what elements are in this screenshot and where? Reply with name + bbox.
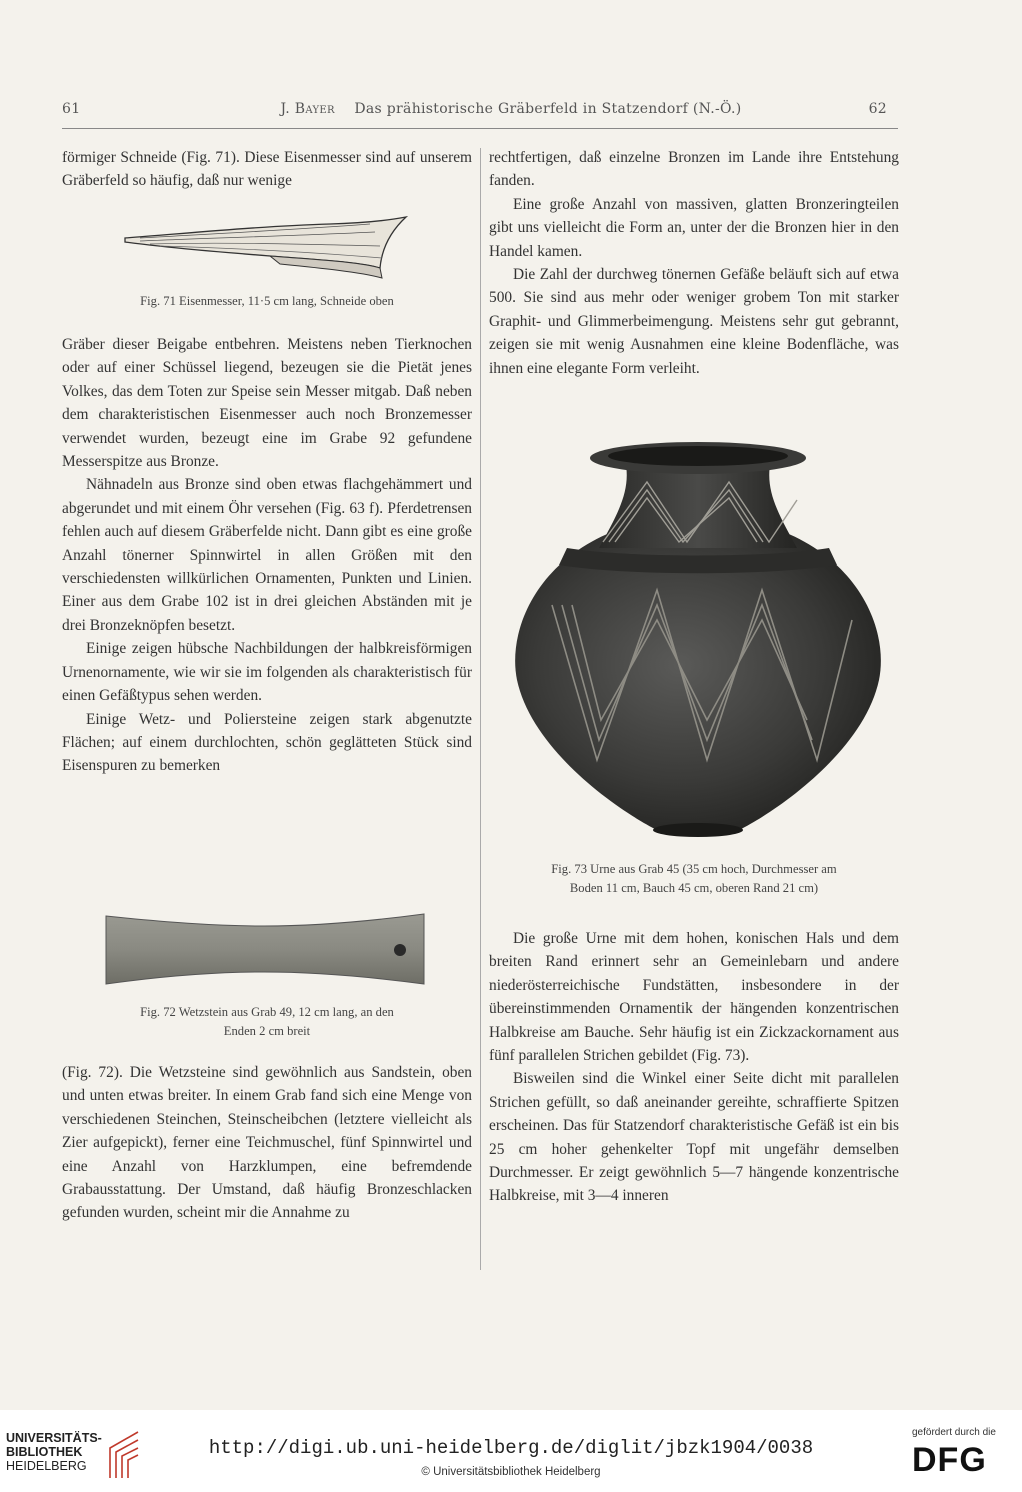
paragraph: förmiger Schneide (Fig. 71). Diese Eisenmesser sind auf unserem Gräberfeld so häufig, daß nur wenige: [62, 149, 472, 190]
paragraph: Eine große Anzahl von massiven, glatten Bronzeringteilen gibt uns vielleicht die Form an, unter der die Bronzen hier in den Handel kamen.: [489, 195, 899, 260]
figure-73-caption-line1: Fig. 73 Urne aus Grab 45 (35 cm hoch, Durchmesser am: [551, 862, 837, 876]
whetstone-photo: [104, 912, 426, 986]
right-col-block-1: [489, 146, 899, 380]
figure-71-caption: Fig. 71 Eisenmesser, 11·5 cm lang, Schneide oben: [140, 294, 394, 308]
running-title-author: J. Bayer: [280, 101, 335, 117]
paragraph: Bisweilen sind die Winkel einer Seite dicht mit parallelen Strichen gefüllt, so daß aneinander gereihte, schraffierte Spitzen erscheinen. Das für Statzendorf charakteristische Gefäß ist ein bis 25 cm hoher gehenkelter Topf mit ungefähr demselben Durchmesser. Er zeigt gewöhnlich 5—7 hängende konzentrische Halbkreise, mit 3—4 inneren: [489, 1070, 899, 1205]
library-name-line3: HEIDELBERG: [6, 1459, 87, 1473]
figure-72-caption-line2: Enden 2 cm breit: [223, 1024, 311, 1038]
header-rule: [62, 128, 898, 129]
paragraph: Nähnadeln aus Bronze sind oben etwas flachgehämmert und abgerundet und mit einem Öhr versehen (Fig. 63 f). Pferdetrensen fehlen auch auf diesem Gräberfelde nicht. Dann gibt es eine große Anzahl tönerner Spinnwirtel in allen Größen mit den verschiedensten willkürlichen Ornamenten, Punkten und Linien. Einer aus dem Grabe 102 ist in drei gleichen Abständen mit je drei Bronzeknöpfen besetzt.: [62, 476, 472, 634]
figure-73-caption: [489, 860, 899, 898]
figure-73-caption-line2: Boden 11 cm, Bauch 45 cm, oberen Rand 21 cm): [569, 881, 819, 895]
paragraph: Einige Wetz- und Poliersteine zeigen stark abgenutzte Flächen; auf einem durchlochten, schön geglätteten Stück sind Eisenspuren zu bemerken: [62, 710, 472, 775]
left-col-block-1: [62, 146, 472, 193]
column-divider: [480, 148, 481, 1270]
paragraph: Die Zahl der durchweg tönernen Gefäße beläuft sich auf etwa 500. Sie sind aus mehr oder weniger grobem Ton mit starker Graphit- und Glimmerbeimengung. Meistens sehr gut gebrannt, zeigen sie mit wenig Ausnahmen eine kleine Bodenfläche, was ihnen eine elegante Form verleiht.: [489, 266, 899, 377]
right-col-block-2: [489, 927, 899, 1208]
dfg-logo: DFG: [912, 1441, 987, 1479]
copyright-notice: © Universitätsbibliothek Heidelberg: [421, 1466, 601, 1478]
figure-71-iron-knife: [120, 216, 410, 290]
left-col-block-3: [62, 1061, 472, 1225]
page-number-left: 61: [62, 101, 81, 117]
figure-72-whetstone: [104, 912, 426, 990]
library-name-line1: UNIVERSITÄTS-: [6, 1431, 102, 1445]
paragraph: rechtfertigen, daß einzelne Bronzen im Lande ihre Entstehung fanden.: [489, 149, 899, 190]
paragraph: Gräber dieser Beigabe entbehren. Meistens neben Tierknochen oder auf einer Schüssel liegend, bezeugen sie die Pietät jenes Volkes, das dem Toten zur Speise sein Messer mitgab. Daß neben dem charakteristischen Eisenmesser auch noch Bronzemesser verwendet wurden, bezeugt eine im Grabe 92 gefundene Messerspitze aus Bronze.: [62, 336, 472, 471]
figure-73-urn: [507, 430, 889, 854]
permalink-url[interactable]: http://digi.ub.uni-heidelberg.de/diglit/jbzk1904/0038: [208, 1437, 814, 1459]
running-title-text: Das prähistorische Gräberfeld in Statzendorf (N.-Ö.): [354, 101, 742, 117]
figure-72-caption-line1: Fig. 72 Wetzstein aus Grab 49, 12 cm lang, an den: [140, 1005, 394, 1019]
funding-note: gefördert durch die: [912, 1427, 996, 1438]
page-number-right: 62: [868, 101, 887, 117]
iron-knife-illustration: [120, 216, 410, 286]
figure-72-caption: [62, 1003, 472, 1041]
paragraph: (Fig. 72). Die Wetzsteine sind gewöhnlich aus Sandstein, oben und unten etwas breiter. In einem Grab fand sich eine Menge von verschiedenen Steinchen, Steinscheibchen (letztere vielleicht als Zier aufgepickt), ferner eine Teichmuschel, fünf Spinnwirtel und eine Anzahl von Harzklumpen, eine befremdende Grabausstattung. Der Umstand, daß häufig Bronzeschlacken gefunden wurden, scheint mir die Annahme zu: [62, 1064, 472, 1222]
paragraph: Einige zeigen hübsche Nachbildungen der halbkreisförmigen Urnenornamente, wie wir sie im folgenden als charakteristisch für einen Gefäßtypus sehen werden.: [62, 640, 472, 705]
paragraph: Die große Urne mit dem hohen, konischen Hals und dem breiten Rand erinnert sehr an Gemeinlebarn und andere niederösterreichische Fundstätten, insbesondere in der übereinstimmenden Ornamentik der hängenden konzentrischen Halbkreise am Bauche. Sehr häufig ist ein Zickzackornament aus fünf parallelen Strichen gebildet (Fig. 73).: [489, 930, 899, 1065]
left-col-block-2: [62, 333, 472, 778]
library-name-line2: BIBLIOTHEK: [6, 1445, 83, 1459]
urn-photo: [507, 430, 889, 850]
